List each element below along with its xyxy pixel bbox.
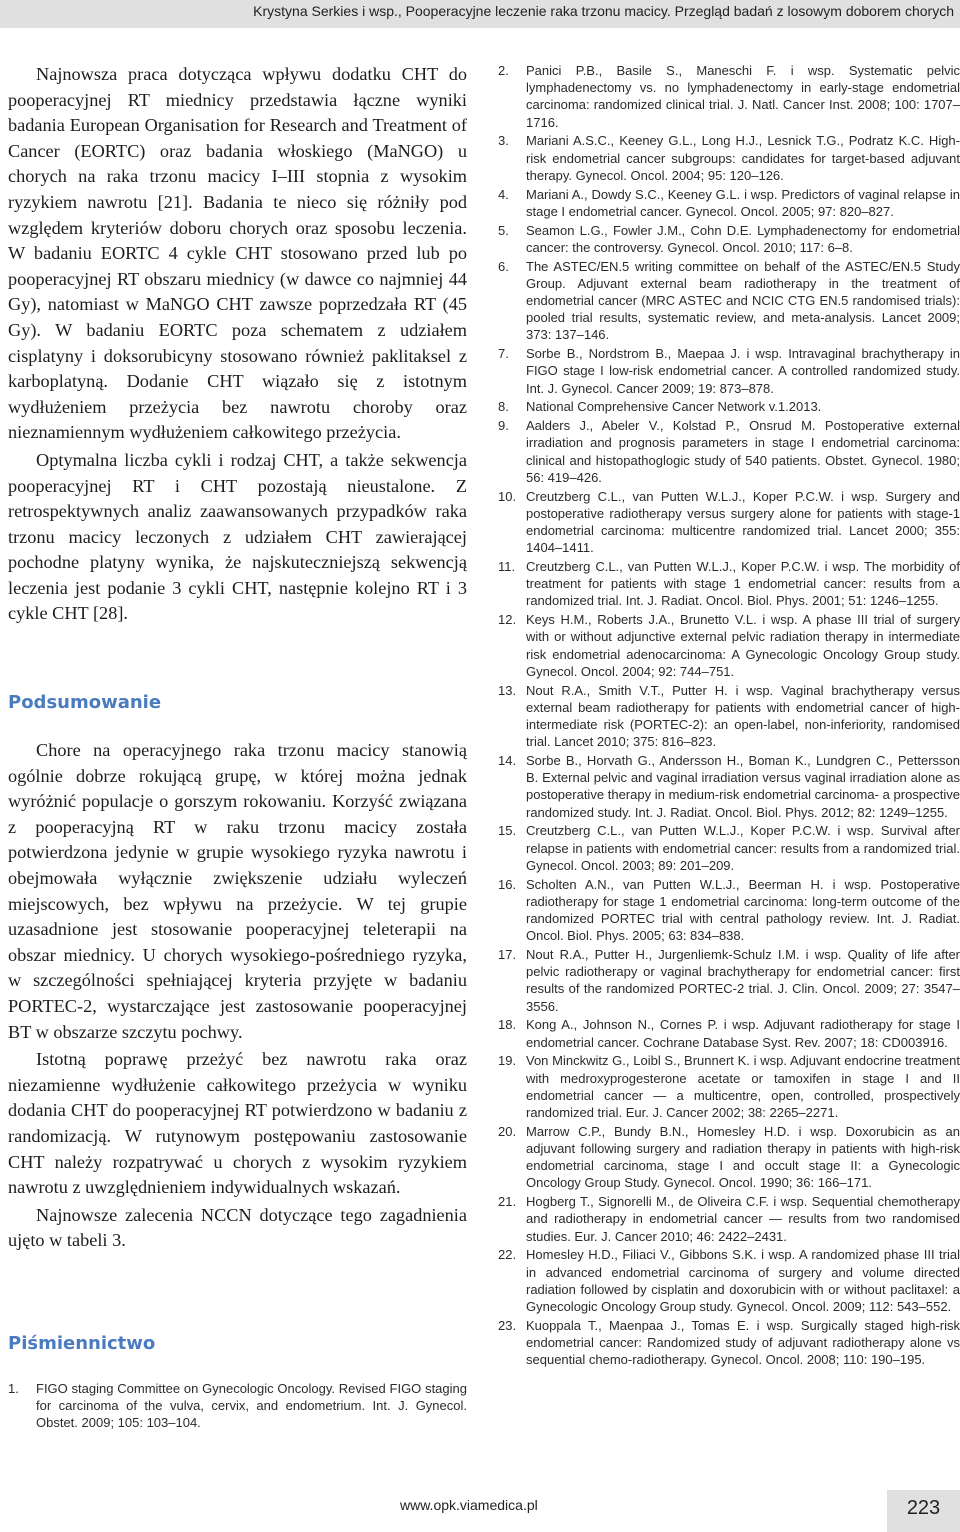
reference-text: Creutzberg C.L., van Putten W.L.J., Koper P.C.W. i wsp. Surgery and postoperative radiotherapy versus surgery alone for patients with stage-1 endometrial carcinoma: multicentre randomized trial. Lancet 2000; 355: 1404–1411. (526, 488, 960, 556)
reference-number: 17. (498, 947, 517, 963)
running-header (0, 0, 960, 28)
reference-text: Keys H.M., Roberts J.A., Brunetto V.L. i wsp. A phase III trial of surgery with or without adjunctive external pelvic radiation therapy in intermediate risk endometrial adenocarcinoma: A Gynecologic Oncology Group study. Gynecol. Oncol. 2004; 92: 744–751. (526, 612, 960, 679)
reference-item (498, 222, 960, 256)
reference-text: Marrow C.P., Bundy B.N., Homesley H.D. i wsp. Doxorubicin as an adjuvant following surgery and radiation therapy in patients with high-risk endometrial carcinoma, stage I and occult stage II: a Gynecologic Oncology Group Study. Gynecol. Oncol. 1990; 36: 166–171. (526, 1123, 960, 1191)
reference-item (498, 1016, 960, 1050)
reference-text: The ASTEC/EN.5 writing committee on behalf of the ASTEC/EN.5 Study Group. Adjuvant external beam radiotherapy in the treatment of endometrial cancer (MRC ASTEC and NCIC CTG EN.5 randomised trials): pooled trial results, systematic review, and meta-analysis. Lancet 2009; 373: 137–146. (526, 258, 960, 343)
reference-text: Creutzberg C.L., van Putten W.L.J., Koper P.C.W. i wsp. Survival after relapse in patients with endometrial cancer: results from a randomized trial. Gynecol. Oncol. 2003; 89: 201–209. (526, 823, 960, 873)
reference-item (498, 682, 960, 751)
reference-number: 20. (498, 1123, 517, 1139)
reference-item (498, 1193, 960, 1245)
reference-text: FIGO staging Committee on Gynecologic Oncology. Revised FIGO staging for carcinoma of the vulva, cervix, and endometrium. Int. J. Gynecol. Obstet. 2009; 105: 103–104. (36, 1381, 467, 1431)
reference-number: 3. (498, 133, 509, 149)
reference-item (498, 345, 960, 397)
reference-item (498, 752, 960, 821)
reference-item (498, 1317, 960, 1369)
reference-item (498, 186, 960, 220)
reference-text: Sorbe B., Horvath G., Andersson H., Boman K., Lundgren C., Pettersson B. External pelvic and vaginal irradiation versus vaginal irradiation alone as postoperative therapy in medium-risk endometrial carcinoma- a prospective randomized study. Int. J. Radiat. Oncol. Biol. Phys. 2012; 82: 1249–1255. (526, 753, 960, 820)
reference-item (498, 258, 960, 344)
summary-paragraph: Najnowsze zalecenia NCCN dotyczące tego zagadnienia ujęto w tabeli 3. (8, 1204, 467, 1251)
reference-number: 10. (498, 488, 517, 504)
reference-text: Seamon L.G., Fowler J.M., Cohn D.E. Lymphadenectomy for endometrial cancer: the controversy. Gynecol. Oncol. 2010; 117: 6–8. (526, 222, 960, 255)
reference-number: 1. (8, 1381, 19, 1396)
reference-number: 19. (498, 1053, 517, 1069)
reference-text: Aalders J., Abeler V., Kolstad P., Onsrud M. Postoperative external irradiation and prognosis parameters in stage I endometrial carcinoma: clinical and histopathoglogic study of 540 patients. Obstet. Gynecol. 1980; 56: 419–426. (526, 418, 960, 485)
summary-section (8, 738, 467, 1254)
reference-number: 8. (498, 399, 509, 415)
reference-text: Scholten A.N., van Putten W.L.J., Beerman H. i wsp. Postoperative radiotherapy for stage 1 endometrial carcinoma: long-term outcome of the randomized PORTEC trial with central pathology review. Int. J. Radiat. Oncol. Biol. Phys. 2005; 63: 834–838. (526, 876, 960, 944)
reference-item (498, 1246, 960, 1315)
reference-item (498, 1052, 960, 1121)
reference-text: Nout R.A., Putter H., Jurgenliemk-Schulz I.M. i wsp. Quality of life after pelvic radiotherapy or vaginal brachytherapy for endometrial cancer: first results of the randomized PORTEC-2 trial. J. Clin. Oncol. 2009; 27: 3547–3556. (526, 947, 960, 1014)
reference-number: 21. (498, 1194, 517, 1210)
reference-number: 22. (498, 1247, 517, 1263)
reference-text: Nout R.A., Smith V.T., Putter H. i wsp. Vaginal brachytherapy versus external beam radiotherapy for patients with endometrial cancer of high-intermediate risk (PORTEC-2): an open-label, non-inferiority, randomised trial. Lancet 2010; 375: 816–823. (526, 682, 960, 750)
reference-number: 5. (498, 222, 509, 238)
reference-number: 11. (498, 559, 516, 575)
reference-text: Sorbe B., Nordstrom B., Maepaa J. i wsp. Intravaginal brachytherapy in FIGO stage I low-risk endometrial cancer. A controlled randomized study. Int. J. Gynecol. Cancer 2009; 19: 873–878. (526, 346, 960, 396)
reference-number: 6. (498, 258, 509, 274)
reference-item (498, 1123, 960, 1192)
reference-number: 18. (498, 1017, 517, 1033)
reference-text: National Comprehensive Cancer Network v.1.2013. (526, 399, 822, 415)
reference-text: Panici P.B., Basile S., Maneschi F. i wsp. Systematic pelvic lymphadenectomy vs. no lymphadenectomy in early-stage endometrial carcinoma: randomized clinical trial. J. Natl. Cancer Inst. 2008; 100: 1707–1716. (526, 63, 960, 130)
reference-number: 23. (498, 1317, 517, 1333)
references-heading: Piśmiennictwo (8, 1333, 156, 1354)
reference-text: Hogberg T., Signorelli M., de Oliveira C.F. i wsp. Sequential chemotherapy and radiotherapy in endometrial cancer — results from two randomised studies. Eur. J. Cancer 2010; 46: 2422–2431. (526, 1194, 960, 1244)
summary-paragraph: Istotną poprawę przeżyć bez nawrotu raka oraz niezamienne wydłużenie całkowitego przeżycia w wyniku dodania CHT do pooperacyjnej RT potwierdzono w badaniu z randomizacją. W rutynowym postępowaniu zastosowanie CHT należy rozpatrywać u chorych z wysokim ryzykiem nawrotu z uwzględnieniem indywidualnych wskazań. (8, 1049, 467, 1198)
page-number-box (887, 1490, 960, 1532)
reference-number: 14. (498, 753, 517, 769)
reference-item (498, 876, 960, 945)
reference-number: 2. (498, 63, 509, 78)
reference-item (498, 62, 960, 131)
page-number: 223 (906, 1497, 941, 1519)
references-list-right (498, 62, 960, 1370)
reference-item (498, 398, 960, 415)
reference-number: 12. (498, 612, 517, 628)
summary-heading: Podsumowanie (8, 692, 162, 713)
reference-item (498, 822, 960, 874)
reference-text: Mariani A.S.C., Keeney G.L., Long H.J., Lesnick T.G., Podratz K.C. High-risk endometrial cancer subgroups: candidates for target-based adjuvant therapy. Gynecol. Oncol. 2004; 95: 120–126. (526, 133, 960, 183)
reference-item (498, 611, 960, 680)
reference-number: 15. (498, 823, 517, 839)
reference-text: Kong A., Johnson N., Cornes P. i wsp. Adjuvant radiotherapy for stage I endometrial cancer. Cochrane Database Syst. Rev. 2007; 18: CD003916. (526, 1017, 960, 1050)
reference-number: 16. (498, 876, 517, 892)
summary-paragraph: Chore na operacyjnego raka trzonu macicy stanowią ogólnie dobrze rokującą grupę, w której można jednak wyróżnić populacje o gorszym rokowaniu. Korzyść związana z pooperacyjną RT w raku trzonu macicy została potwierdzona jedynie w grupie wysokiego ryzyka nawrotu i obejmowała wyłącznie zwiększenie udziału wyleczeń miejscowych, bez wpływu na przeżycie. W tej grupie uzasadnione jest stosowanie pooperacyjnej teleterapii na obszar miednicy. U chorych wysokiego-pośredniego ryzyka, w szczególności spełniającej kryteria przyjęte w badaniu PORTEC-2, wystarczające jest zastosowanie pooperacyjnej BT w obszarze szczytu pochwy. (8, 740, 467, 1042)
reference-text: Creutzberg C.L., van Putten W.L.J., Koper P.C.W. i wsp. The morbidity of treatment for patients with stage 1 endometrial cancer: results from a randomized trial. Int. J. Radiat. Oncol. Biol. Phys. 2001; 51: 1246–1255. (526, 559, 960, 609)
reference-number: 9. (498, 418, 509, 434)
reference-number: 4. (498, 186, 509, 202)
footer-url[interactable]: www.opk.viamedica.pl (400, 1497, 538, 1513)
reference-text: Von Minckwitz G., Loibl S., Brunnert K. i wsp. Adjuvant endocrine treatment with medroxyprogesterone acetate or tamoxifen in stage I and II endometrial cancer — a multicentre, open, controlled, prospectively randomized trial. Eur. J. Cancer 2002; 38: 2265–2271. (526, 1053, 960, 1121)
reference-text: Mariani A., Dowdy S.C., Keeney G.L. i wsp. Predictors of vaginal relapse in stage I endometrial cancer. Gynecol. Oncol. 2005; 97: 820–827. (526, 186, 960, 219)
reference-item (498, 558, 960, 610)
reference-number: 13. (498, 682, 517, 698)
reference-number: 7. (498, 346, 509, 362)
reference-item (498, 946, 960, 1015)
reference-item (498, 132, 960, 184)
running-title: Krystyna Serkies i wsp., Pooperacyjne leczenie raka trzonu macicy. Przegląd badań z losowym doborem chorych (253, 3, 954, 19)
reference-item (498, 417, 960, 486)
body-paragraph: Najnowsza praca dotycząca wpływu dodatku CHT do pooperacyjnej RT miednicy przedstawia łączne wyniki badania European Organisation for Research and Treatment of Cancer (EORTC) oraz badania włoskiego (MaNGO) u chorych na raka trzonu macicy I–III stopnia z wysokim ryzykiem nawrotu [21]. Badania te nieco się różniły pod względem kryteriów doboru chorych oraz sposobu leczenia. W badaniu EORTC 4 cykle CHT stosowano przed lub po pooperacyjnej RT obszaru miednicy (w dawce co najmniej 44 Gy), natomiast w MaNGO CHT zawsze poprzedzała RT (45 Gy). W badaniu EORTC poza schematem z udziałem cisplatyny i doksorubicyny stosowano również paklitaksel z karboplatyną. Dodanie CHT wiązało się z istotnym wydłużeniem przeżycia bez nawrotu choroby oraz nieznamiennym wydłużeniem całkowitego przeżycia. (8, 64, 467, 443)
left-column (8, 62, 467, 627)
reference-text: Homesley H.D., Filiaci V., Gibbons S.K. i wsp. A randomized phase III trial in advanced endometrial carcinoma of surgery and volume directed radiation followed by cisplatin and doxorubicin with or without paclitaxel: a Gynecologic Oncology Group study. Gynecol. Oncol. 2009; 112: 543–552. (526, 1247, 960, 1315)
reference-item (498, 488, 960, 557)
body-paragraph: Optymalna liczba cykli i rodzaj CHT, a także sekwencja pooperacyjnej RT i CHT pozostają nieustalone. Z retrospektywnych analiz zaawansowanych przypadków raka trzonu macicy leczonych z udziałem CHT zawierającej pochodne platyny wynika, że najskuteczniejszą sekwencją leczenia jest podanie 3 cykli CHT, następnie kolejno RT i 3 cykle CHT [28]. (8, 449, 467, 624)
references-list-left (8, 1380, 467, 1432)
reference-item (8, 1380, 467, 1432)
reference-text: Kuoppala T., Maenpaa J., Tomas E. i wsp. Surgically staged high-risk endometrial cancer: Randomized study of adjuvant radiotherapy alone vs sequential chemo-radiotherapy. Gynecol. Oncol. 2008; 110: 190–195. (526, 1317, 960, 1368)
